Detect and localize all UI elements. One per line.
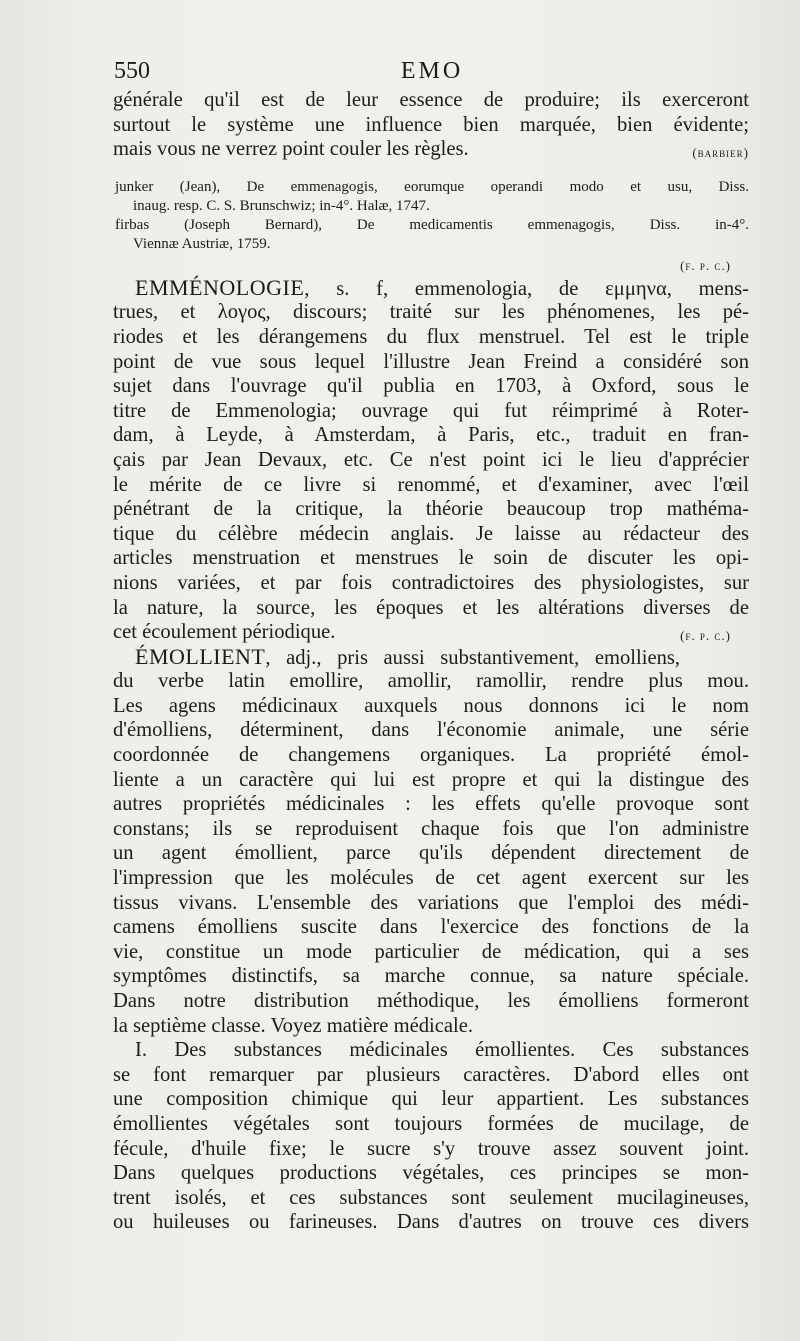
text-line: la nature, la source, les époques et les altérations diverses de bbox=[113, 596, 749, 619]
text-line: autres propriétés médicinales : les effets qu'elle provoque sont bbox=[113, 793, 749, 816]
author-signature: (barbier) bbox=[692, 145, 749, 161]
spacer bbox=[113, 170, 749, 178]
bibliography bbox=[113, 178, 749, 276]
entry-emmenologie bbox=[113, 276, 749, 645]
reference-signature: (f. p. c.) bbox=[680, 257, 731, 273]
text-line: un agent émollient, parce qu'ils dépendent directement de bbox=[113, 842, 749, 865]
text-line: émollientes végétales sont toujours formées de mucilage, de bbox=[113, 1112, 749, 1135]
text-line: la septième classe. Voyez matière médicale. bbox=[113, 1014, 474, 1037]
text-line: nions variées, et par fois contradictoires des physiologistes, sur bbox=[113, 571, 749, 594]
text-line: symptômes distinctifs, sa marche connue, sa nature spéciale. bbox=[113, 965, 749, 988]
entry-headword: ÉMOLLIENT bbox=[135, 643, 266, 669]
text-line: trues, et λογος, discours; traité sur les phénomenes, les pé- bbox=[113, 301, 749, 324]
running-title: EMO bbox=[400, 58, 464, 84]
text-line: Les agens médicinaux auxquels nous donnons ici le nom bbox=[113, 694, 749, 717]
text-line: liente a un caractère qui lui est propre et qui la distingue des bbox=[113, 768, 749, 791]
text-line: çais par Jean Devaux, etc. Ce n'est point ici le lieu d'apprécier bbox=[113, 448, 749, 471]
running-header bbox=[114, 58, 750, 88]
text-line: constans; ils se reproduisent chaque fois que l'on administre bbox=[113, 817, 749, 840]
entry-emollient bbox=[113, 645, 749, 1039]
spacer bbox=[113, 162, 749, 170]
page-number: 550 bbox=[114, 58, 150, 84]
text-line: le mérite de ce livre si renommé, et d'examiner, avec l'œil bbox=[113, 473, 749, 496]
text-line: coordonnée de changemens organiques. La propriété émol- bbox=[113, 744, 749, 767]
text-line: riodes et les dérangemens du flux menstruel. Tel est le triple bbox=[113, 325, 749, 348]
text-line: dam, à Leyde, à Amsterdam, à Paris, etc., traduit en fran- bbox=[113, 424, 749, 447]
text-line: l'impression que les molécules de cet agent exercent sur les bbox=[113, 867, 749, 890]
text-line-content: cet écoulement périodique. bbox=[113, 621, 336, 644]
text-line: pénétrant de la critique, la théorie beaucoup trop mathéma- bbox=[113, 498, 749, 521]
section-substances-emollientes bbox=[113, 1038, 749, 1235]
text-line: I. Des substances médicinales émollientes. Ces substances bbox=[135, 1039, 749, 1062]
reference-line: firbas (Joseph Bernard), De medicamentis emmenagogis, Diss. in-4°. bbox=[115, 216, 749, 233]
text-line: Dans quelques productions végétales, ces principes se mon- bbox=[113, 1162, 749, 1185]
text-line: point de vue sous lequel l'illustre Jean Freind a considéré son bbox=[113, 350, 749, 373]
author-signature: (f. p. c.) bbox=[680, 628, 731, 644]
text-line: d'émolliens, déterminent, dans l'économie animale, une série bbox=[113, 719, 749, 742]
text-line-content: , s. f, emmenologia, de εμμηνα, mens- bbox=[304, 277, 749, 300]
text-line: vie, constitue un mode particulier de médication, qui a ses bbox=[113, 940, 749, 963]
text-line: du verbe latin emollire, amollir, ramollir, rendre plus mou. bbox=[113, 670, 749, 693]
text-line: tissus vivans. L'ensemble des variations que l'emploi des médi- bbox=[113, 891, 749, 914]
text-line: sujet dans l'ouvrage qu'il publia en 1703, à Oxford, sous le bbox=[113, 375, 749, 398]
text-line bbox=[113, 645, 749, 670]
text-line bbox=[113, 137, 749, 162]
text-line: Dans notre distribution méthodique, les émolliens formeront bbox=[113, 990, 749, 1012]
text-line: articles menstruation et menstrues le soin de discuter les opi- bbox=[113, 547, 749, 570]
reference-line: inaug. resp. C. S. Brunschwiz; in-4°. Halæ, 1747. bbox=[133, 197, 430, 214]
text-line bbox=[113, 276, 749, 301]
text-line: tique du célèbre médecin anglais. Je laisse au rédacteur des bbox=[113, 522, 749, 545]
intro-paragraph bbox=[113, 88, 749, 162]
reference-line: Viennæ Austriæ, 1759. bbox=[133, 235, 271, 252]
text-line: titre de Emmenologia; ouvrage qui fut réimprimé à Roter- bbox=[113, 399, 749, 422]
text-line: se font remarquer par plusieurs caractères. D'abord elles ont bbox=[113, 1063, 749, 1086]
text-line-content: , adj., pris aussi substantivement, emolliens, bbox=[265, 646, 681, 669]
text-line: fécule, d'huile fixe; le sucre s'y trouve assez souvent joint. bbox=[113, 1137, 749, 1160]
text-line: générale qu'il est de leur essence de produire; ils exerceront bbox=[113, 89, 749, 111]
page-body bbox=[113, 88, 749, 1235]
reference-line: junker (Jean), De emmenagogis, eorumque operandi modo et usu, Diss. bbox=[115, 178, 749, 195]
entry-headword: EMMÉNOLOGIE bbox=[135, 274, 305, 300]
text-line: surtout le système une influence bien marquée, bien évidente; bbox=[113, 113, 749, 136]
text-line-content: mais vous ne verrez point couler les règles. bbox=[113, 138, 469, 161]
text-line: trent isolés, et ces substances sont seulement mucilagineuses, bbox=[113, 1186, 749, 1209]
text-line: camens émolliens suscite dans l'exercice des fonctions de la bbox=[113, 916, 749, 939]
text-line: une composition chimique qui leur appartient. Les substances bbox=[113, 1088, 749, 1111]
text-line: ou huileuses ou farineuses. Dans d'autres on trouve ces divers bbox=[113, 1211, 749, 1234]
text-line bbox=[113, 620, 749, 645]
